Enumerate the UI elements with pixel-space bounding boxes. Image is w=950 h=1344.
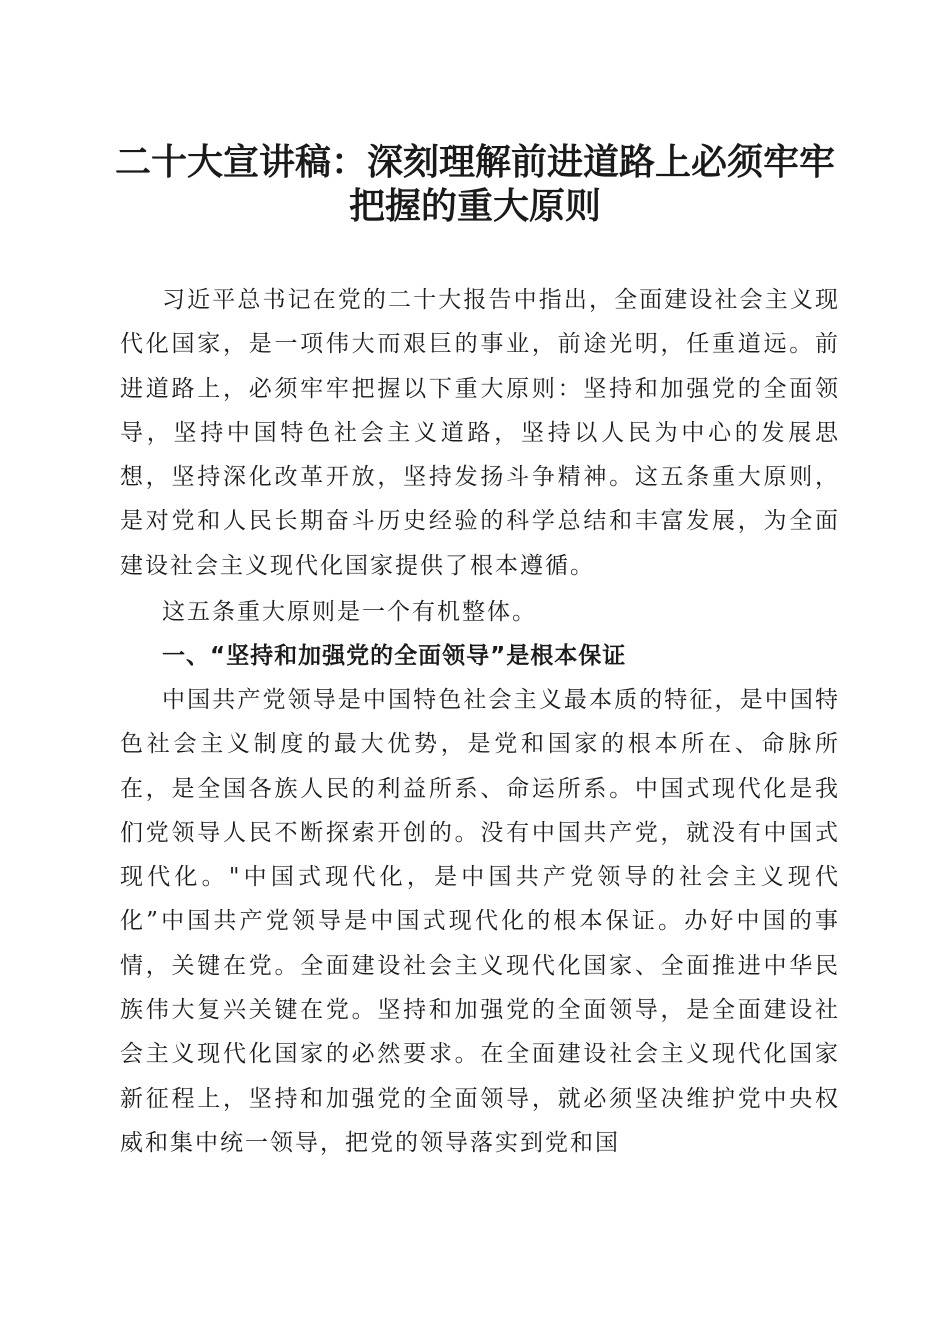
paragraph-section-1: 中国共产党领导是中国特色社会主义最本质的特征，是中国特色社会主义制度的最大优势，是党和国家的根本所在、命脉所在，是全国各族人民的利益所系、命运所系。中国式现代化是我们党领导人民不断探索开创的。没有中国共产党，就没有中国式现代化。"中国式现代化，是中国共产党领导的社会主义现代化”中国共产党领导是中国式现代化的根本保证。办好中国的事情，关键在党。全面建设社会主义现代化国家、全面推进中华民族伟大复兴关键在党。坚持和加强党的全面领导，是全面建设社会主义现代化国家的必然要求。在全面建设社会主义现代化国家新征程上，坚持和加强党的全面领导，就必须坚决维护党中央权威和集中统一领导，把党的领导落实到党和国: [120, 687, 840, 1156]
document-title-line1: 二十大宣讲稿：深刻理解前进道路上必须牢牢: [114, 141, 835, 183]
paragraph-summary: 这五条重大原则是一个有机整体。: [162, 599, 537, 625]
document-title-line2: 把握的重大原则: [348, 185, 601, 227]
paragraph-intro: 习近平总书记在党的二十大报告中指出，全面建设社会主义现代化国家，是一项伟大而艰巨的事业，前途光明，任重道远。前进道路上，必须牢牢把握以下重大原则：坚持和加强党的全面领导，坚持中国特色社会主义道路，坚持以人民为中心的发展思想，坚持深化改革开放，坚持发扬斗争精神。这五条重大原则，是对党和人民长期奋斗历史经验的科学总结和丰富发展，为全面建设社会主义现代化国家提供了根本遵循。: [120, 287, 840, 579]
section-heading-1: 一、“坚持和加强党的全面领导”是根本保证: [162, 643, 627, 669]
